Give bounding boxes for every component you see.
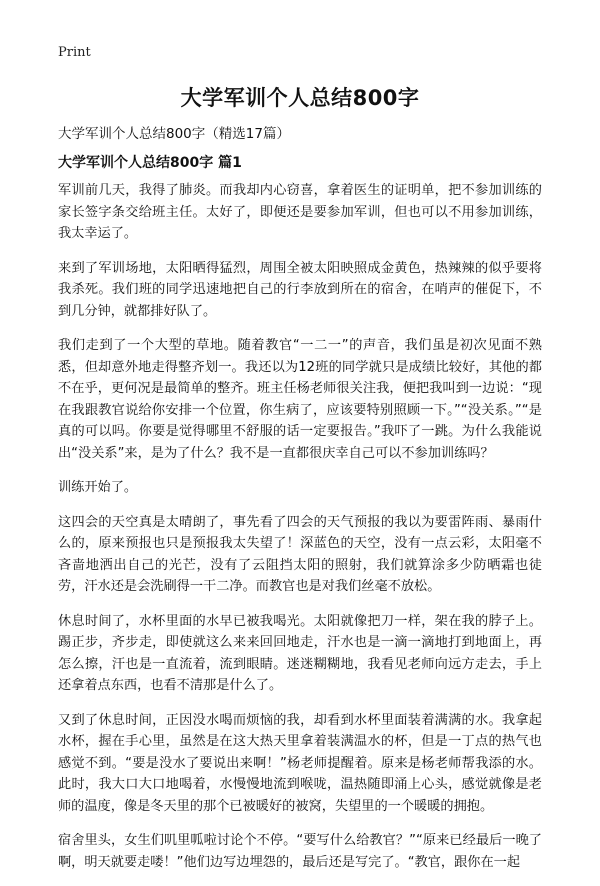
paragraph: 训练开始了。 bbox=[58, 480, 138, 495]
paragraph: 休息时间了，水杯里面的水早已被我喝光。太阳就像把刀一样，架在我的脖子上。踢正步，齐步走，即使就这么来来回回地走，汗水也是一滴一滴地打到地面上，再怎么擦，汗也是一直流着，流到眼睛。迷迷糊糊地，我看见老师向远方走去，手上还拿着点东西，也看不清那是什么了。 bbox=[58, 613, 542, 693]
paragraph: 我们走到了一个大型的草地。随着教官“一二一”的声音，我们虽是初次见面不熟悉，但却意外地走得整齐划一。我还以为12班的同学就只是成绩比较好，其他的都不在乎，更何况是最简单的整齐。班主任杨老师很关注我，便把我叫到一边说：“现在我跟教官说给你安排一个位置，你生病了，应该要特别照顾一下。”“没关系。”“是真的可以吗。你要是觉得哪里不舒服的话一定要报告。”我吓了一跳。为什么我能说出“没关系”来，是为了什么？我不是一直都很庆幸自己可以不参加训练吗？ bbox=[58, 338, 542, 461]
document-subtitle: 大学军训个人总结800字（精选17篇） bbox=[58, 126, 290, 142]
section-heading: 大学军训个人总结800字 篇1 bbox=[58, 155, 242, 171]
paragraph: 又到了休息时间，正因没水喝而烦恼的我，却看到水杯里面装着满满的水。我拿起水杯，握在手心里，虽然是在这大热天里拿着装满温水的杯，但是一丁点的热气也感觉不到。“要是没水了要说出来啊！”杨老师提醒着。原来是杨老师帮我添的水。此时，我大口大口地喝着，水慢慢地流到喉咙，温热随即涌上心头，感觉就像是老师的温度，像是冬天里的那个已被暖好的被窝，失望里的一个暖暖的拥抱。 bbox=[58, 712, 542, 814]
print-label[interactable]: Print bbox=[58, 45, 91, 60]
paragraph: 军训前几天，我得了肺炎。而我却内心窃喜，拿着医生的证明单，把不参加训练的家长签字条交给班主任。太好了，即便还是要参加军训，但也可以不用参加训练，我太幸运了。 bbox=[58, 183, 542, 241]
article-body bbox=[58, 180, 542, 886]
paragraph: 这四会的天空真是太晴朗了，事先看了四会的天气预报的我以为要雷阵雨、暴雨什么的，原来预报也只是预报我太失望了！深蓝色的天空，没有一点云彩，太阳毫不吝啬地洒出自己的光芒，没有了云阻挡太阳的照射，我们就算涂多少防晒霜也徒劳，汗水还是会洗刷得一干二净。而教官也是对我们丝毫不放松。 bbox=[58, 514, 542, 594]
paragraph: 来到了军训场地，太阳晒得猛烈，周围全被太阳映照成金黄色，热辣辣的似乎要将我杀死。我们班的同学迅速地把自己的行李放到所在的宿舍，在哨声的催促下，不到几分钟，就都排好队了。 bbox=[58, 260, 542, 319]
page-title: 大学军训个人总结800字 bbox=[180, 86, 420, 110]
paragraph: 宿舍里头，女生们叽里呱啦讨论个不停。“要写什么给教官？”“原来已经最后一晚了啊，明天就要走喽！”他们边写边埋怨的，最后还是写完了。“教官，跟你在一起 bbox=[58, 833, 542, 870]
